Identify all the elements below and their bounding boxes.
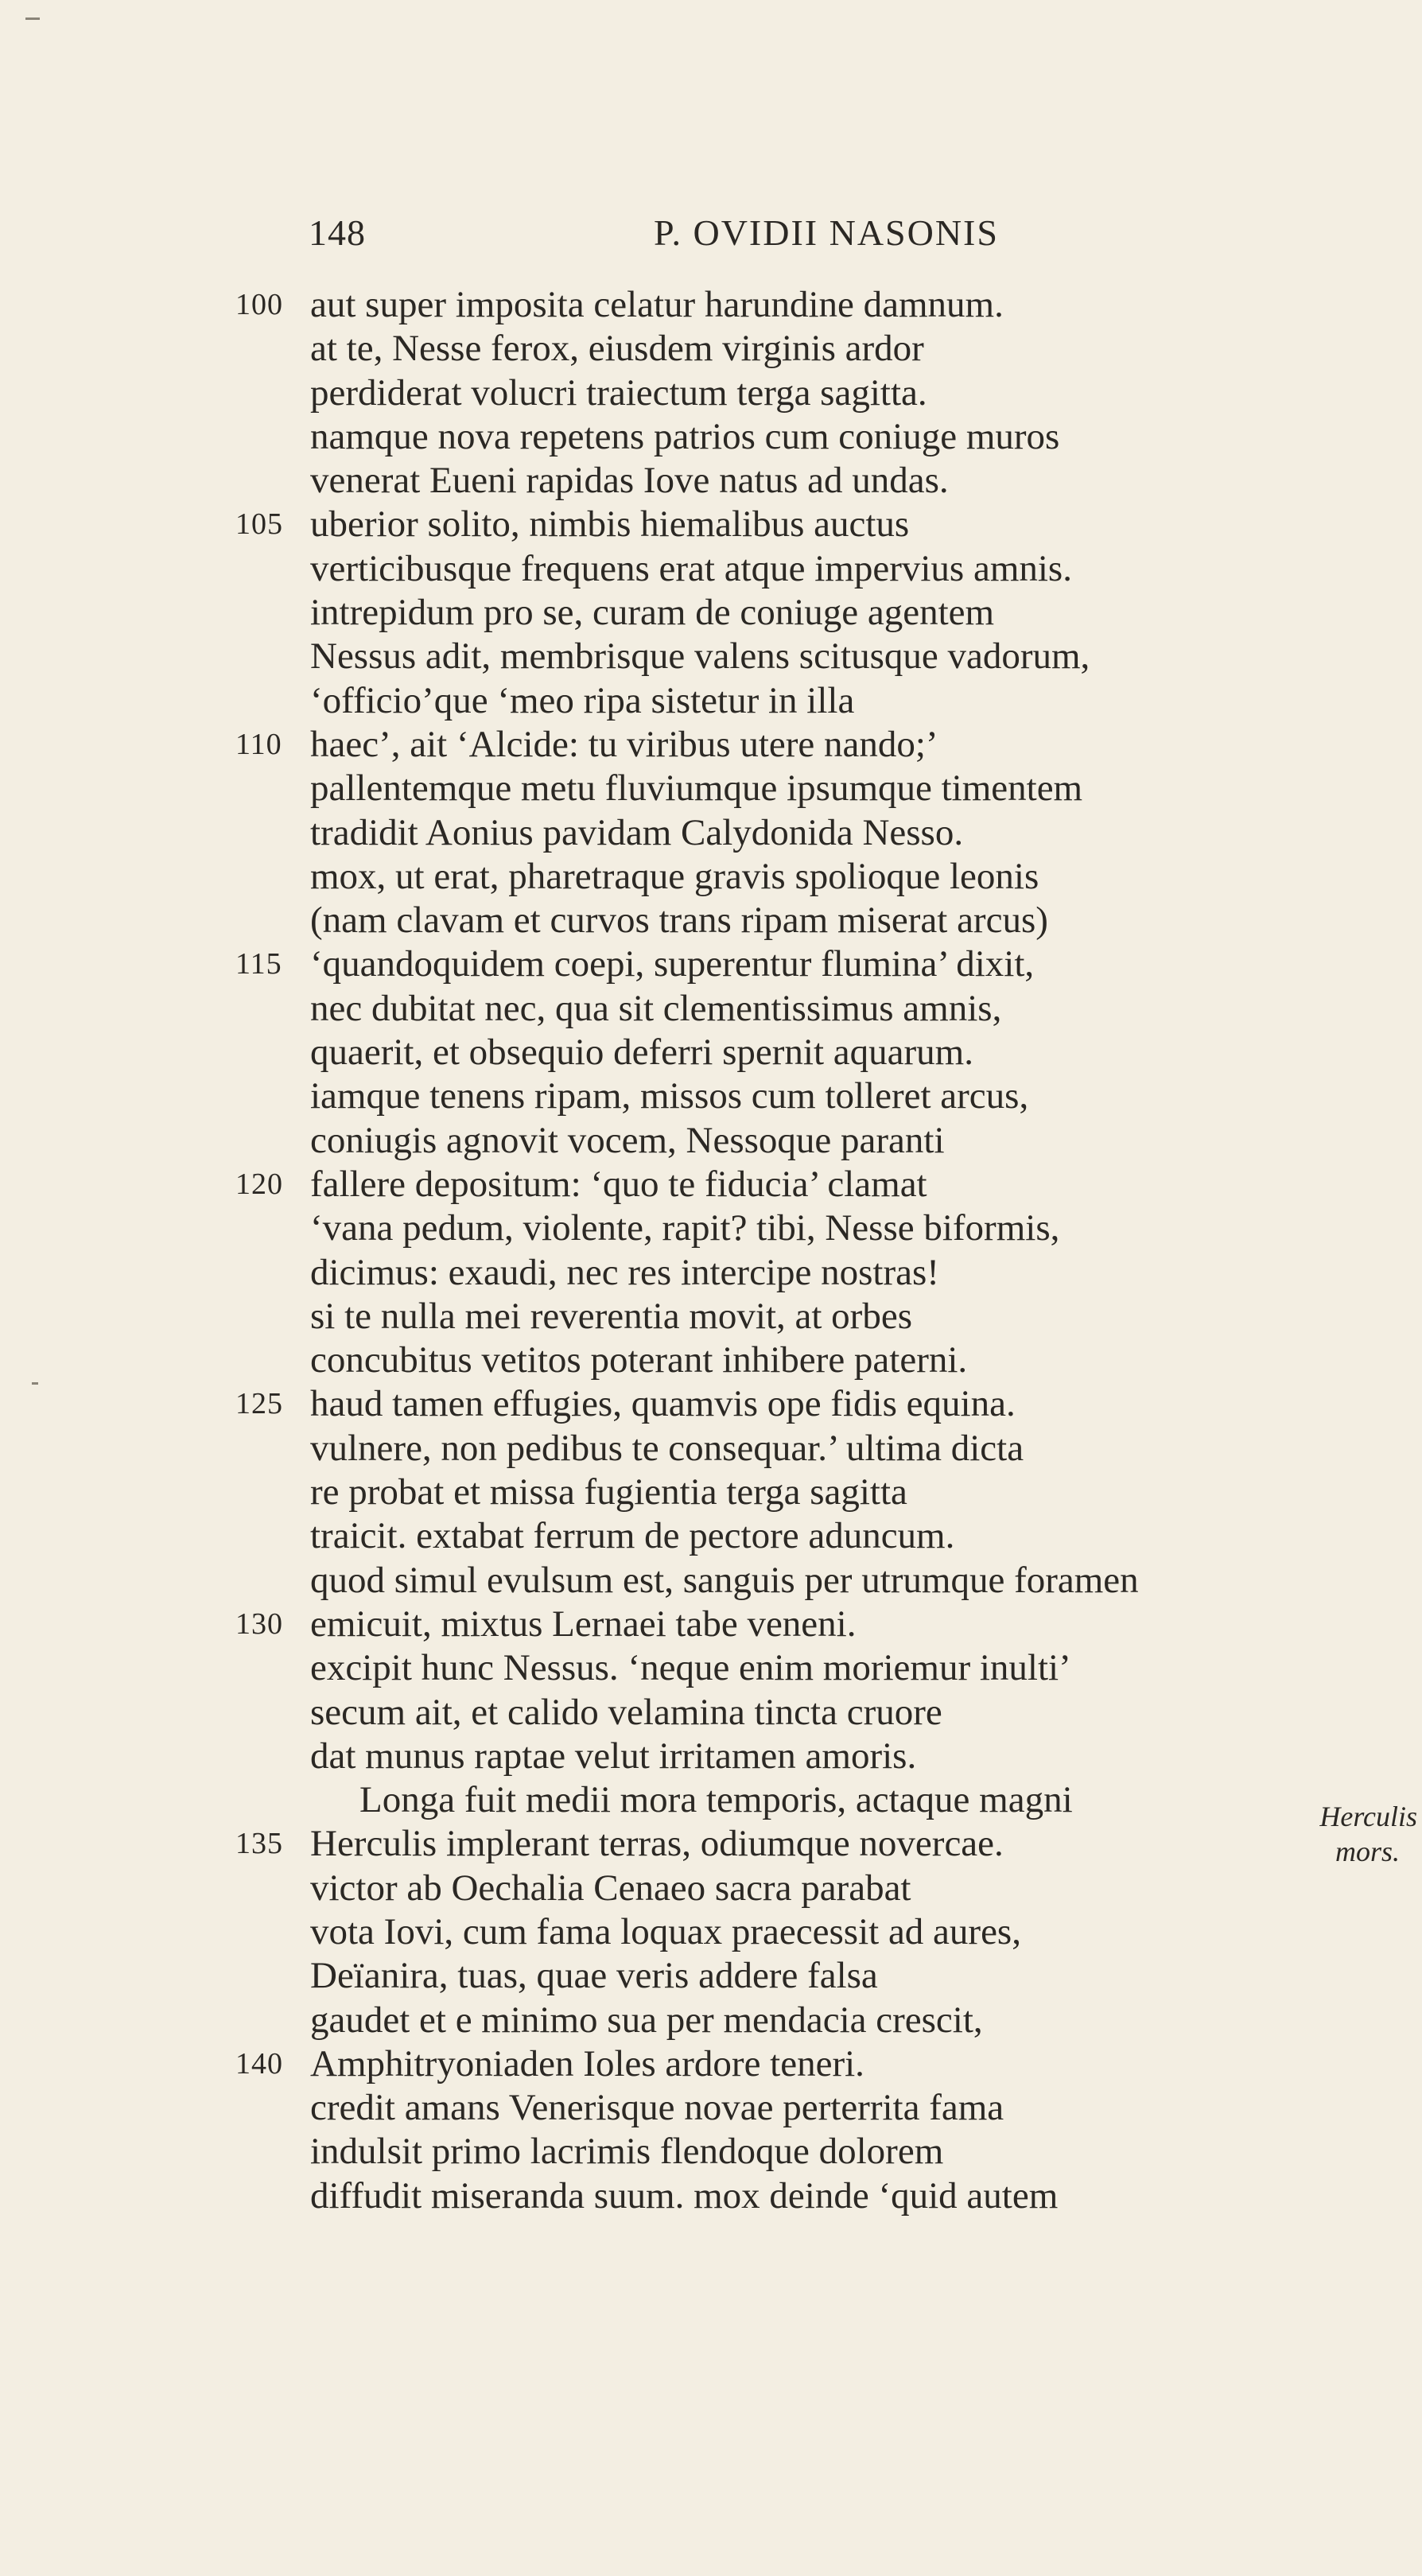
- verse-line: [0, 1427, 1422, 1471]
- line-text: coniugis agnovit vocem, Nessoque paranti: [310, 1119, 945, 1161]
- line-text: Amphitryoniaden Ioles ardore teneri.: [310, 2042, 864, 2085]
- verse-line: [0, 2174, 1422, 2218]
- line-text: quod simul evulsum est, sanguis per utrumque foramen: [310, 1559, 1139, 1601]
- line-text: perdiderat volucri traiectum terga sagitta.: [310, 371, 927, 414]
- verse-line: [0, 899, 1422, 942]
- verse-line: [0, 1471, 1422, 1514]
- line-number: 130: [235, 1607, 283, 1641]
- verse-line: [0, 1910, 1422, 1954]
- line-text: aut super imposita celatur harundine damnum.: [310, 284, 1004, 325]
- line-text: re probat et missa fugientia terga sagitta: [310, 1471, 907, 1513]
- line-text: diffudit miseranda suum. mox deinde ‘quid autem: [310, 2174, 1059, 2217]
- line-text: pallentemque metu fluviumque ipsumque timentem: [310, 767, 1083, 810]
- line-number: 140: [235, 2046, 283, 2081]
- line-number: 100: [235, 288, 283, 321]
- line-text: fallere depositum: ‘quo te fiducia’ clamat: [310, 1163, 927, 1205]
- line-text: Longa fuit medii mora temporis, actaque magni: [359, 1779, 1073, 1821]
- verse-line: [0, 1867, 1422, 1910]
- line-text: victor ab Oechalia Cenaeo sacra parabat: [310, 1867, 911, 1909]
- line-text: si te nulla mei reverentia movit, at orbes: [310, 1295, 912, 1337]
- running-title: P. OVIDII NASONIS: [654, 212, 999, 253]
- verse-line: [0, 1778, 1422, 1822]
- line-text: quaerit, et obsequio deferri spernit aquarum.: [310, 1032, 973, 1074]
- verse-line: [0, 1691, 1422, 1735]
- verse-line: [0, 767, 1422, 810]
- verse-line: [0, 635, 1422, 678]
- verse-line: [0, 503, 1422, 546]
- verse-line: [0, 371, 1422, 415]
- line-text: emicuit, mixtus Lernaei tabe veneni.: [310, 1603, 857, 1645]
- line-number: 110: [235, 727, 282, 761]
- verse-line: [0, 1339, 1422, 1382]
- verse-line: [0, 415, 1422, 459]
- line-text: (nam clavam et curvos trans ripam miserat arcus): [310, 899, 1048, 942]
- verse-line: [0, 811, 1422, 855]
- verse-line: [0, 1206, 1422, 1250]
- line-text: venerat Eueni rapidas Iove natus ad undas.: [310, 460, 949, 502]
- line-text: ‘vana pedum, violente, rapit? tibi, Nesse biformis,: [310, 1207, 1060, 1249]
- verse-line: [0, 1735, 1422, 1778]
- verse-line: [0, 1559, 1422, 1603]
- verse-line: [0, 1822, 1422, 1866]
- line-text: uberior solito, nimbis hiemalibus auctus: [310, 503, 910, 546]
- line-text: at te, Nesse ferox, eiusdem virginis ardor: [310, 328, 924, 370]
- line-text: haec’, ait ‘Alcide: tu viribus utere nando;’: [310, 723, 938, 765]
- verse-line: [0, 591, 1422, 635]
- line-text: excipit hunc Nessus. ‘neque enim moriemur inulti’: [310, 1647, 1071, 1689]
- verse-line: [0, 1295, 1422, 1339]
- verse-line: [0, 2042, 1422, 2086]
- line-text: nec dubitat nec, qua sit clementissimus amnis,: [310, 987, 1002, 1029]
- verse-line: [0, 1119, 1422, 1163]
- line-number: 105: [235, 507, 283, 542]
- verse-line: [0, 283, 1422, 327]
- line-text: iamque tenens ripam, missos cum tolleret arcus,: [310, 1075, 1029, 1117]
- line-text: haud tamen effugies, quamvis ope fidis equina.: [310, 1383, 1016, 1425]
- verse-line: [0, 1954, 1422, 1998]
- line-text: ‘officio’que ‘meo ripa sistetur in illa: [310, 679, 855, 721]
- line-text: vota Iovi, cum fama loquax praecessit ad aures,: [310, 1910, 1021, 1952]
- line-text: vulnere, non pedibus te consequar.’ ultima dicta: [310, 1427, 1024, 1469]
- line-text: traicit. extabat ferrum de pectore aduncum.: [310, 1515, 955, 1557]
- verse-line: [0, 1999, 1422, 2042]
- margin-note: [1258, 1799, 1417, 1869]
- line-text: Herculis implerant terras, odiumque novercae.: [310, 1823, 1004, 1865]
- line-text: credit amans Venerisque novae perterrita fama: [310, 2087, 1004, 2129]
- line-text: namque nova repetens patrios cum coniuge muros: [310, 415, 1060, 457]
- verse-block: [0, 283, 1422, 2218]
- line-number: 125: [235, 1387, 283, 1421]
- verse-line: [0, 1031, 1422, 1074]
- line-text: concubitus vetitos poterant inhibere paterni.: [310, 1339, 968, 1381]
- line-text: gaudet et e minimo sua per mendacia crescit,: [310, 1999, 983, 2041]
- verse-line: [0, 1603, 1422, 1646]
- line-number: 120: [235, 1167, 283, 1201]
- verse-line: [0, 459, 1422, 503]
- line-text: dicimus: exaudi, nec res intercipe nostras!: [310, 1251, 939, 1293]
- page-number: 148: [309, 212, 366, 253]
- line-text: dat munus raptae velut irritamen amoris.: [310, 1735, 917, 1777]
- verse-line: [0, 679, 1422, 723]
- line-text: indulsit primo lacrimis flendoque dolorem: [310, 2131, 944, 2173]
- line-number: 135: [235, 1827, 283, 1861]
- line-text: ‘quandoquidem coepi, superentur flumina’ dixit,: [310, 943, 1035, 985]
- line-text: verticibusque frequens erat atque impervius amnis.: [310, 547, 1072, 589]
- verse-line: [0, 1514, 1422, 1558]
- verse-line: [0, 2130, 1422, 2174]
- margin-mark: [25, 17, 40, 20]
- verse-line: [0, 723, 1422, 767]
- verse-line: [0, 2086, 1422, 2130]
- verse-line: [0, 987, 1422, 1031]
- line-text: Nessus adit, membrisque valens scitusque vadorum,: [310, 635, 1090, 678]
- margin-note-line: Herculis: [1319, 1801, 1417, 1832]
- verse-line: [0, 327, 1422, 371]
- line-text: tradidit Aonius pavidam Calydonida Nesso.: [310, 811, 964, 853]
- line-text: secum ait, et calido velamina tincta cruore: [310, 1691, 942, 1733]
- line-text: Deïanira, tuas, quae veris addere falsa: [310, 1955, 878, 1997]
- verse-line: [0, 1163, 1422, 1206]
- line-text: intrepidum pro se, curam de coniuge agentem: [310, 592, 995, 634]
- margin-note-line: mors.: [1335, 1836, 1400, 1867]
- verse-line: [0, 1251, 1422, 1295]
- verse-line: [0, 942, 1422, 986]
- line-number: 115: [235, 947, 282, 981]
- verse-line: [0, 547, 1422, 591]
- verse-line: [0, 1382, 1422, 1426]
- verse-line: [0, 855, 1422, 899]
- verse-line: [0, 1646, 1422, 1690]
- verse-line: [0, 1074, 1422, 1118]
- line-text: mox, ut erat, pharetraque gravis spolioque leonis: [310, 855, 1039, 897]
- page-header: [0, 212, 1422, 259]
